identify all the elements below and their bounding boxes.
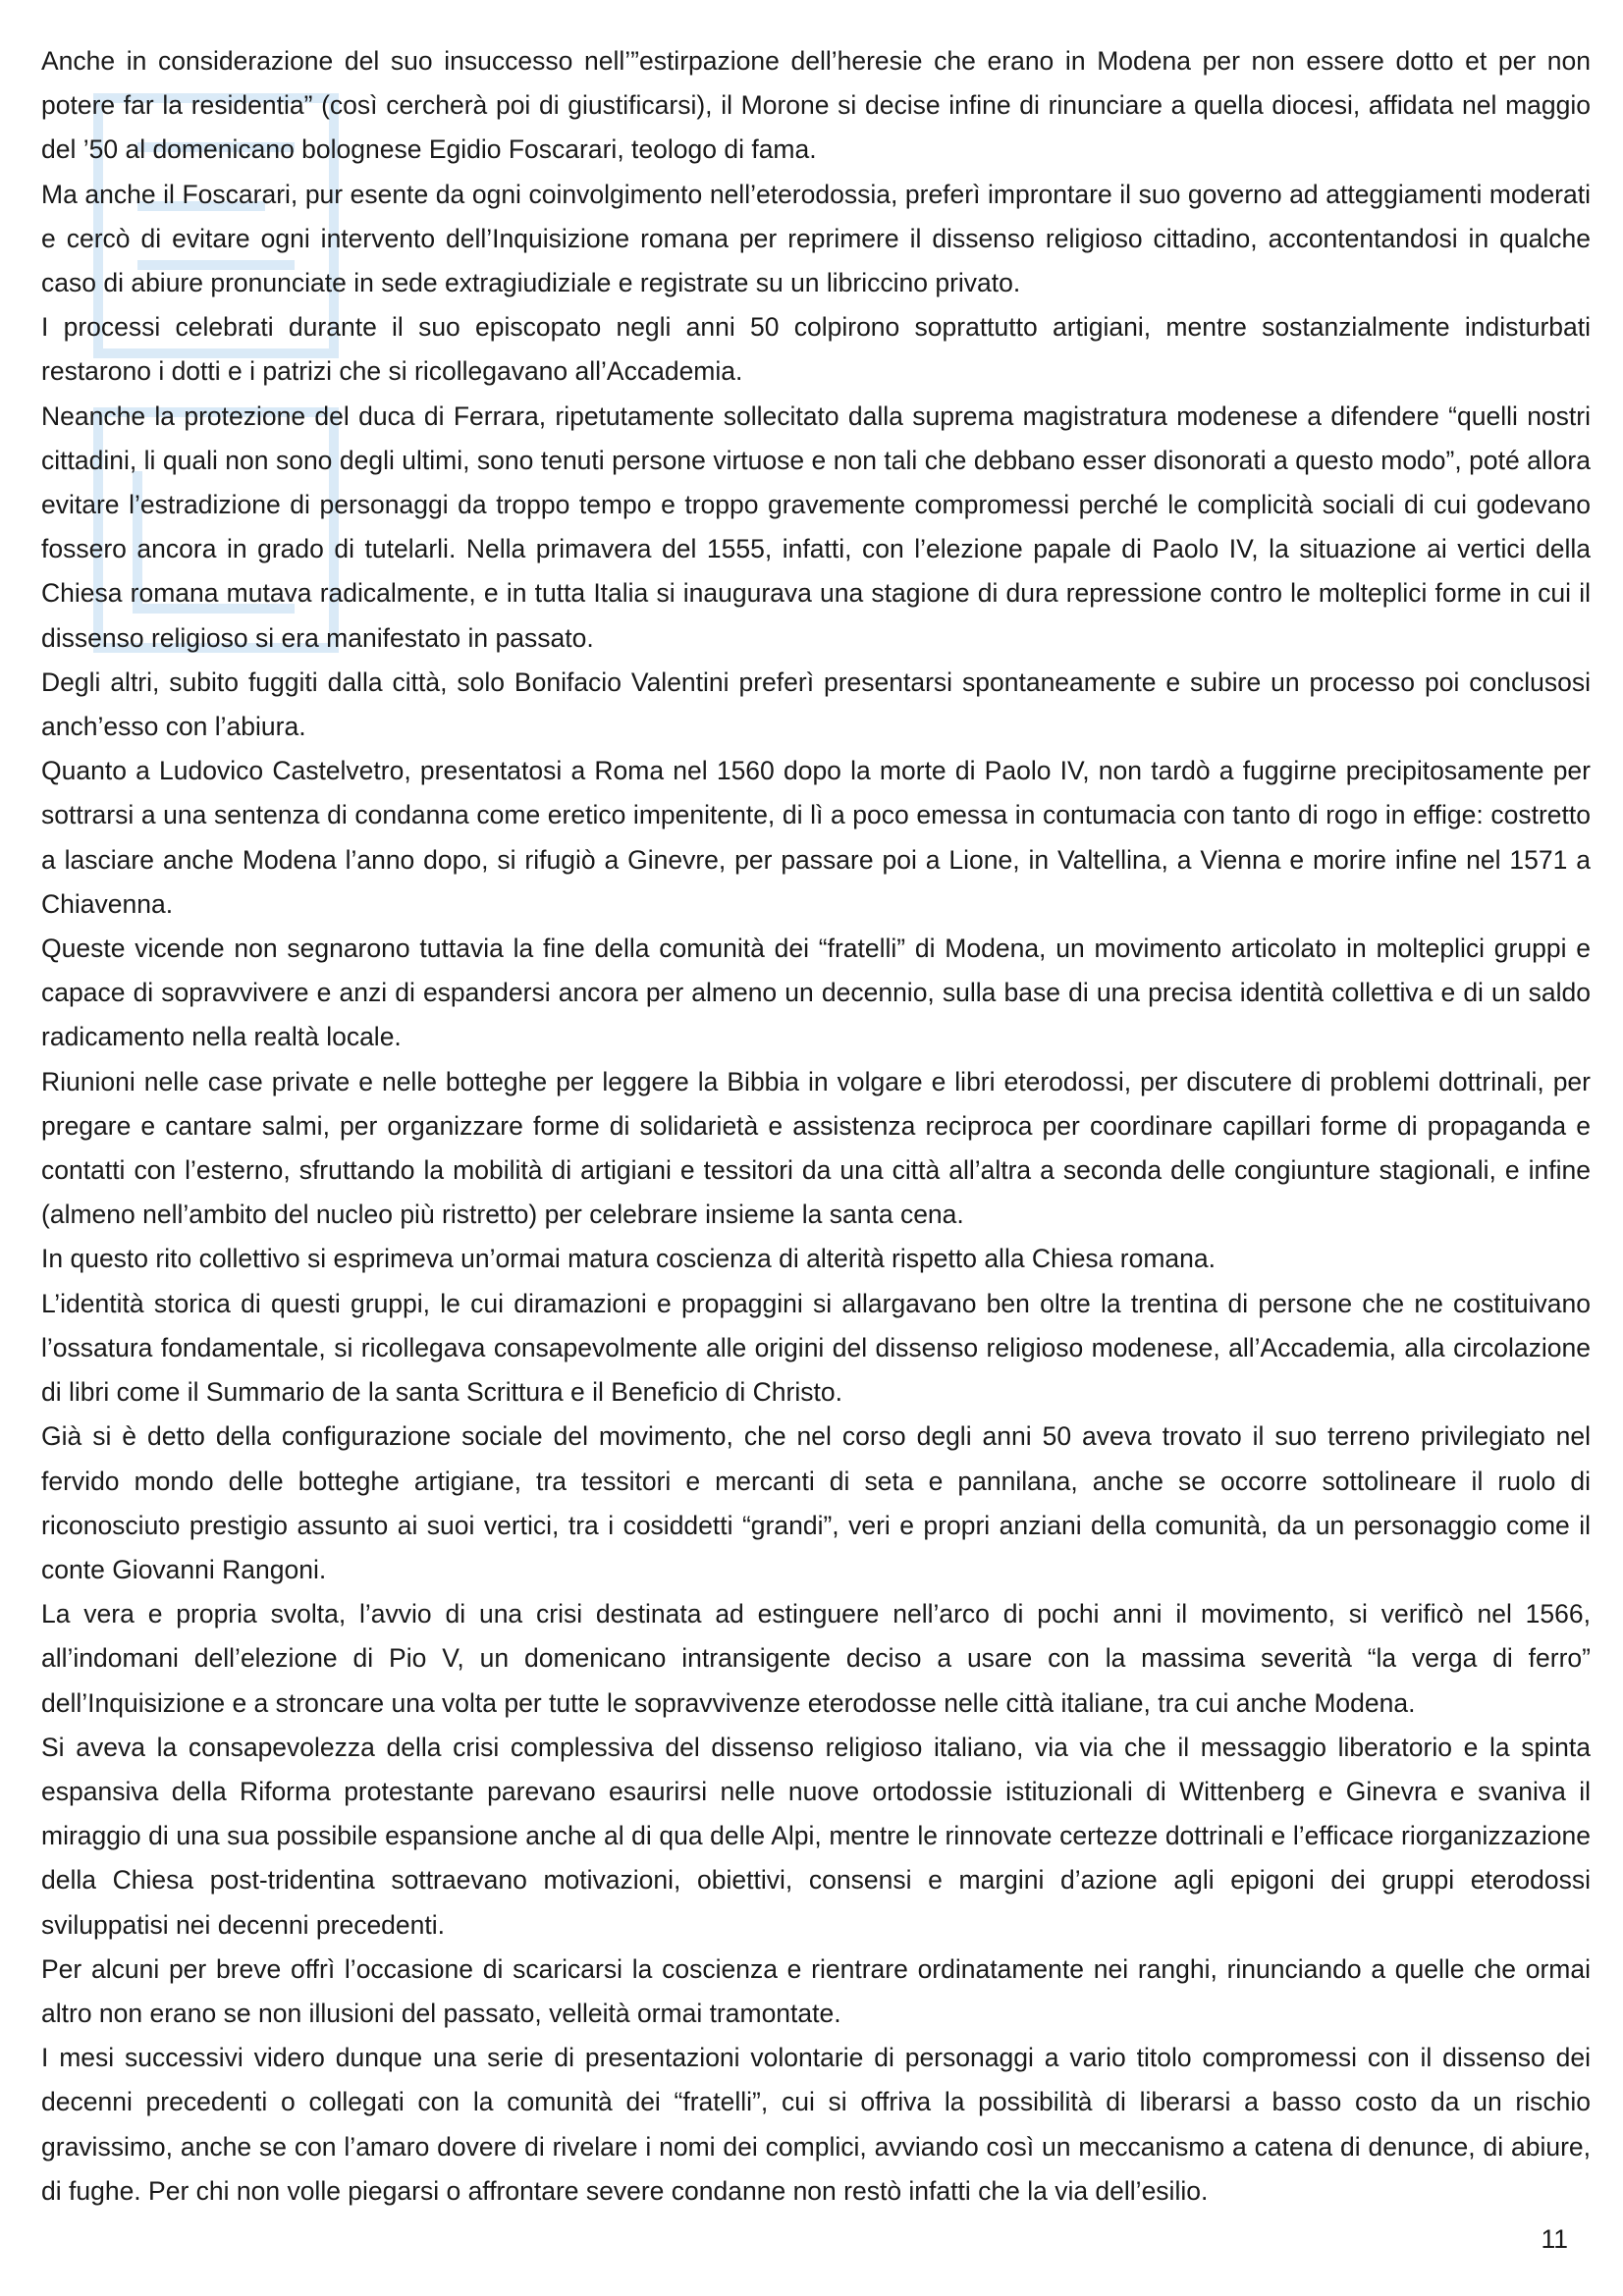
paragraph: Già si è detto della configurazione sociale del movimento, che nel corso degli anni 50 aveva trovato il suo terreno privilegiato nel fervido mondo delle botteghe artigiane, tra tessitori e mercanti di seta e pannilana, anche se occorre sottolineare il ruolo di riconosciuto prestigio assunto ai suoi vertici, tra i cosiddetti “grandi”, veri e propri anziani della comunità, da un personaggio come il conte Giovanni Rangoni. <box>41 1421 1591 1584</box>
paragraph: I mesi successivi videro dunque una serie di presentazioni volontarie di personaggi a vario titolo compromessi con il dissenso dei decenni precedenti o collegati con la comunità dei “fratelli”, cui si offriva la possibilità di liberarsi a basso costo da un rischio gravissimo, anche se con l’amaro dovere di rivelare i nomi dei complici, avviando così un meccanismo a catena di denunce, di abiure, di fughe. Per chi non volle piegarsi o affrontare severe condanne non restò infatti che la via dell’esilio. <box>41 2043 1591 2206</box>
paragraph: Ma anche il Foscarari, pur esente da ogni coinvolgimento nell’eterodossia, preferì improntare il suo governo ad atteggiamenti moderati e cercò di evitare ogni intervento dell’Inquisizione romana per reprimere il dissenso religioso cittadino, accontentandosi in qualche caso di abiure pronunciate in sede extragiudiziale e registrate su un libriccino privato. <box>41 179 1591 298</box>
paragraph: Si aveva la consapevolezza della crisi complessiva del dissenso religioso italiano, via via che il messaggio liberatorio e la spinta espansiva della Riforma protestante parevano esaurirsi nelle nuove ortodossie istituzionali di Wittenberg e Ginevra e svaniva il miraggio di una sua possibile espansione anche al di qua delle Alpi, mentre le rinnovate certezze dottrinali e l’efficace riorganizzazione della Chiesa post-tridentina sottraevano motivazioni, obiettivi, consensi e margini d’azione agli epigoni dei gruppi eterodossi sviluppatisi nei decenni precedenti. <box>41 1732 1591 1940</box>
paragraph: Neanche la protezione del duca di Ferrara, ripetutamente sollecitato dalla suprema magistratura modenese a difendere “quelli nostri cittadini, li quali non sono degli ultimi, sono tenuti persone virtuose e non tali che debbano esser disonorati a questo modo”, poté allora evitare l’estradizione di personaggi da troppo tempo e troppo gravemente compromessi perché le complicità sociali di cui godevano fossero ancora in grado di tutelarli. Nella primavera del 1555, infatti, con l’elezione papale di Paolo IV, la situazione ai vertici della Chiesa romana mutava radicalmente, e in tutta Italia si inaugurava una stagione di dura repressione contro le molteplici forme in cui il dissenso religioso si era manifestato in passato. <box>41 400 1591 653</box>
paragraph: L’identità storica di questi gruppi, le cui diramazioni e propaggini si allargavano ben oltre la trentina di persone che ne costituivano l’ossatura fondamentale, si ricollegava consapevolmente alle origini del dissenso religioso modenese, all’Accademia, alla circolazione di libri come il Summario de la santa Scrittura e il Beneficio di Christo. <box>41 1288 1591 1408</box>
paragraph: Degli altri, subito fuggiti dalla città, solo Bonifacio Valentini preferì presentarsi spontaneamente e subire un processo poi conclusosi anch’esso con l’abiura. <box>41 667 1591 742</box>
document-body <box>41 39 1591 2214</box>
paragraph: Riunioni nelle case private e nelle botteghe per leggere la Bibbia in volgare e libri eterodossi, per discutere di problemi dottrinali, per pregare e cantare salmi, per organizzare forme di solidarietà e assistenza reciproca per coordinare capillari forme di propaganda e contatti con l’esterno, sfruttando la mobilità di artigiani e tessitori da una città all’altra a seconda delle congiunture stagionali, e infine (almeno nell’ambito del nucleo più ristretto) per celebrare insieme la santa cena. <box>41 1066 1591 1230</box>
paragraph: La vera e propria svolta, l’avvio di una crisi destinata ad estinguere nell’arco di pochi anni il movimento, si verificò nel 1566, all’indomani dell’elezione di Pio V, un domenicano intransigente deciso a usare con la massima severità “la verga di ferro” dell’Inquisizione e a stroncare una volta per tutte le sopravvivenze eterodosse nelle città italiane, tra cui anche Modena. <box>41 1599 1591 1718</box>
paragraph: Quanto a Ludovico Castelvetro, presentatosi a Roma nel 1560 dopo la morte di Paolo IV, non tardò a fuggirne precipitosamente per sottrarsi a una sentenza di condanna come eretico impenitente, di lì a poco emessa in contumacia con tanto di rogo in effige: costretto a lasciare anche Modena l’anno dopo, si rifugiò a Ginevre, per passare poi a Lione, in Valtellina, a Vienna e morire infine nel 1571 a Chiavenna. <box>41 756 1591 919</box>
paragraph: I processi celebrati durante il suo episcopato negli anni 50 colpirono soprattutto artigiani, mentre sostanzialmente indisturbati restarono i dotti e i patrizi che si ricollegavano all’Accademia. <box>41 312 1591 387</box>
page-number: 11 <box>1541 2224 1568 2254</box>
paragraph: Per alcuni per breve offrì l’occasione di scaricarsi la coscienza e rientrare ordinatamente nei ranghi, rinunciando a quelle che ormai altro non erano se non illusioni del passato, velleità ormai tramontate. <box>41 1953 1591 2028</box>
paragraph: Queste vicende non segnarono tuttavia la fine della comunità dei “fratelli” di Modena, un movimento articolato in molteplici gruppi e capace di sopravvivere e anzi di espandersi ancora per almeno un decennio, sulla base di una precisa identità collettiva e di un saldo radicamento nella realtà locale. <box>41 934 1591 1052</box>
paragraph: Anche in considerazione del suo insuccesso nell’”estirpazione dell’heresie che erano in Modena per non essere dotto et per non potere far la residentia” (così cercherà poi di giustificarsi), il Morone si decise infine di rinunciare a quella diocesi, affidata nel maggio del ’50 al domenicano bolognese Egidio Foscarari, teologo di fama. <box>41 46 1591 165</box>
paragraph: In questo rito collettivo si esprimeva un’ormai matura coscienza di alterità rispetto alla Chiesa romana. <box>41 1244 1216 1274</box>
